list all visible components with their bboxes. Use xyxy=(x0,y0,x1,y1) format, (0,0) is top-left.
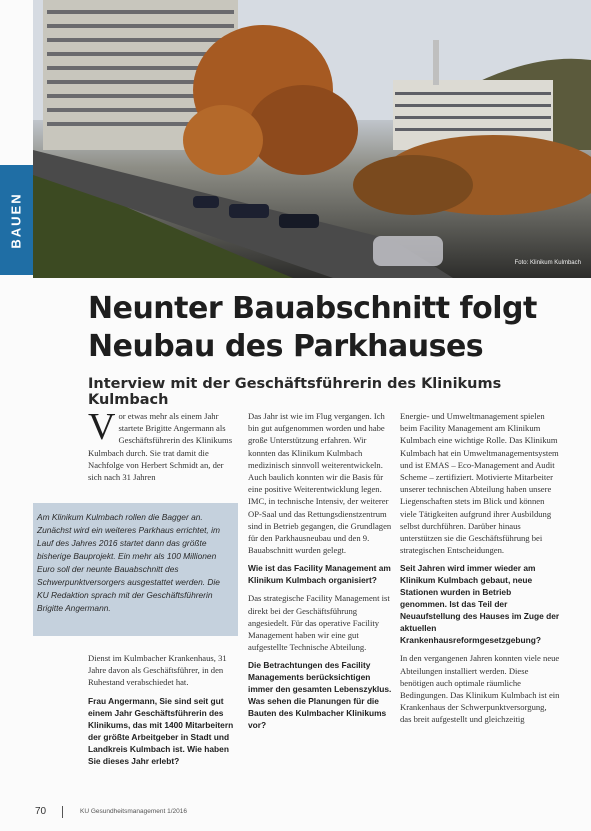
intro-text: or etwas mehr als einem Jahr startete Brigitte Angermann als Geschäftsführerin des Klinikums Kulmbach durch. Sie trat damit die Nachfolge von Herbert Schmidt an, der sich nach 31 Jahren xyxy=(88,411,233,483)
article-column-2 xyxy=(248,410,394,737)
footer-divider xyxy=(62,806,63,818)
section-tab-label: BAUEN xyxy=(9,191,25,249)
article-column-1 xyxy=(88,406,238,489)
interview-question: Frau Angermann, Sie sind seit gut einem Jahr Geschäftsführerin des Klinikums, das mit 1400 Mitarbeitern der größte Arbeitgeber in Stadt und Landkreis Kulmbach ist. Wie haben Sie dieses Jahr erlebt? xyxy=(88,695,234,766)
dropcap: V xyxy=(88,406,116,448)
publication-name: KU Gesundheitsmanagement 1/2016 xyxy=(80,808,187,815)
paragraph: Das Jahr ist wie im Flug vergangen. Ich bin gut aufgenommen worden und habe große Unterstützung erfahren. Wir konnten das Klinikum Kulmbach medizinisch sinnvoll weiterentwickeln. Auch baulich konnten wir die Basis für eine positive Weiterentwicklung legen. IMC, in technische Intensiv, der weiterer OP-Saal und das Rettungsdienstzentrum sind in Betrieb gegangen, die Grundlagen für den Parkhausneubau und den 9. Bauabschnitt wurden gelegt. xyxy=(248,411,392,556)
intro-paragraph xyxy=(88,406,238,483)
interview-question: Die Betrachtungen des Facility Managements berücksichtigen immer den gesamten Lebenszyklus. Was sehen die Planungen für die Bauten des Kulmbacher Klinikums vor? xyxy=(248,660,392,731)
paragraph: Energie- und Umweltmanagement spielen beim Facility Management am Klinikum Kulmbach eine wichtige Rolle. Das Klinikum Kulmbach hat ein Umweltmanagementsystem und ist EMAS – Eco-Management and Audit Scheme – zertifiziert. Motivierte Mitarbeiter unserer technischen Abteilung haben unsere Liegenschaften stets im Blick und können viele Tätigkeiten aufgrund ihrer Ausbildung selbst durchführen. Darüber hinaus unterstützen sie die Geschäftsführung bei strategischen Entscheidungen. xyxy=(400,411,559,556)
interview-question: Wie ist das Facility Management am Klinikum Kulmbach organisiert? xyxy=(248,563,391,586)
headline-line-2: Neubau des Parkhauses xyxy=(88,329,484,364)
pullquote-box xyxy=(33,503,238,636)
paragraph: In den vergangenen Jahren konnten viele neue Abteilungen installiert werden. Diese benötigen auch optimale räumliche Bedingungen. Das Klinikum Kulmbach ist ein Krankenhaus der Schwerpunktversorgung, das breit aufgestellt und gleichzeitig xyxy=(400,653,560,725)
photo-credit: Foto: Klinikum Kulmbach xyxy=(514,260,581,266)
page-footer xyxy=(0,804,591,824)
article-column-1-continued xyxy=(88,652,238,773)
interview-question: Seit Jahren wird immer wieder am Klinikum Kulmbach gebaut, neue Stationen wurden in Betrieb genommen. Ist das Teil der Neuaufstellung des Hauses im Zuge der aktuellen Krankenhausreformgesetzgebung? xyxy=(400,563,560,646)
headline xyxy=(88,290,568,366)
paragraph: Dienst im Kulmbacher Krankenhaus, 31 Jahre davon als Geschäftsführer, in den Ruhestand verabschiedet hat. xyxy=(88,653,227,688)
article-column-3 xyxy=(400,410,560,732)
paragraph: Das strategische Facility Management ist direkt bei der Geschäftsführung angesiedelt. Für das operative Facility Management haben wir eine gut aufgestellte Technische Abteilung. xyxy=(248,593,390,653)
section-tab xyxy=(0,165,33,275)
pullquote-text: Am Klinikum Kulmbach rollen die Bagger an. Zunächst wird ein weiteres Parkhaus errichtet, im Lauf des Jahres 2016 startet dann das größte bisherige Bauprojekt. Ein mehr als 100 Millionen Euro soll der neunte Bauabschnitt des Schwerpunktversorgers ausgestattet werden. Die KU Redaktion sprach mit der Geschäftsführerin Brigitte Angermann. xyxy=(37,512,220,613)
hero-photo xyxy=(33,0,591,278)
hospital-photo-illustration xyxy=(33,0,591,278)
headline-line-1: Neunter Bauabschnitt folgt xyxy=(88,291,537,326)
page-number: 70 xyxy=(35,806,47,817)
subheadline: Interview mit der Geschäftsführerin des Klinikums Kulmbach xyxy=(88,376,502,408)
